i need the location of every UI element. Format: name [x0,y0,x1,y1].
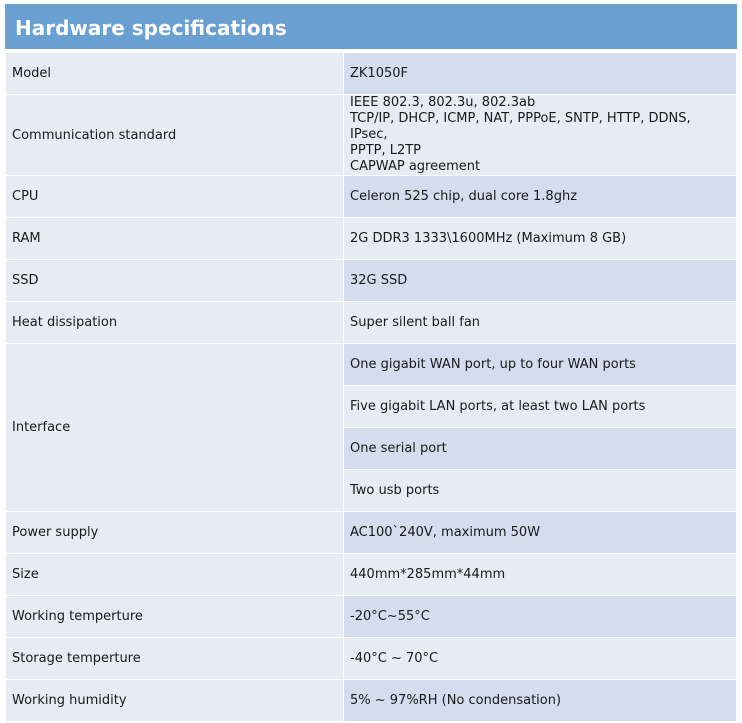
spec-value: 440mm*285mm*44mm [344,554,737,596]
spec-value: One serial port [344,428,737,470]
spec-value: 5% ~ 97%RH (No condensation) [344,680,737,722]
spec-value: ZK1050F [344,53,737,95]
spec-value: Celeron 525 chip, dual core 1.8ghz [344,176,737,218]
table-row [6,344,737,386]
comm-line: TCP/IP, DHCP, ICMP, NAT, PPPoE, SNTP, HTTP, DDNS, IPsec, [350,111,691,142]
spec-label: Size [6,554,344,596]
spec-label: Working humidity [6,680,344,722]
spec-table [5,52,737,722]
table-row [6,176,737,218]
spec-label: Communication standard [6,95,344,176]
spec-sheet [5,4,737,722]
page-title: Hardware specifications [5,4,737,52]
spec-value [344,95,737,176]
spec-value: One gigabit WAN port, up to four WAN ports [344,344,737,386]
spec-label: SSD [6,260,344,302]
spec-value: 32G SSD [344,260,737,302]
table-row [6,638,737,680]
table-row [6,680,737,722]
comm-line: IEEE 802.3, 802.3u, 802.3ab [350,95,536,110]
spec-value: Super silent ball fan [344,302,737,344]
table-row [6,302,737,344]
table-row [6,554,737,596]
comm-line: CAPWAP agreement [350,159,481,174]
table-row [6,95,737,176]
spec-value: 2G DDR3 1333\1600MHz (Maximum 8 GB) [344,218,737,260]
spec-value: -20°C~55°C [344,596,737,638]
spec-label: CPU [6,176,344,218]
spec-label: Working temperture [6,596,344,638]
spec-label: Storage temperture [6,638,344,680]
table-row [6,512,737,554]
table-row [6,260,737,302]
table-row [6,53,737,95]
spec-label: Power supply [6,512,344,554]
table-row [6,596,737,638]
spec-label: Model [6,53,344,95]
spec-value: -40°C ~ 70°C [344,638,737,680]
spec-label: Heat dissipation [6,302,344,344]
spec-label: RAM [6,218,344,260]
spec-value: Five gigabit LAN ports, at least two LAN ports [344,386,737,428]
spec-value: Two usb ports [344,470,737,512]
comm-line: PPTP, L2TP [350,143,422,158]
spec-label: Interface [6,344,344,512]
spec-value: AC100`240V, maximum 50W [344,512,737,554]
table-row [6,218,737,260]
